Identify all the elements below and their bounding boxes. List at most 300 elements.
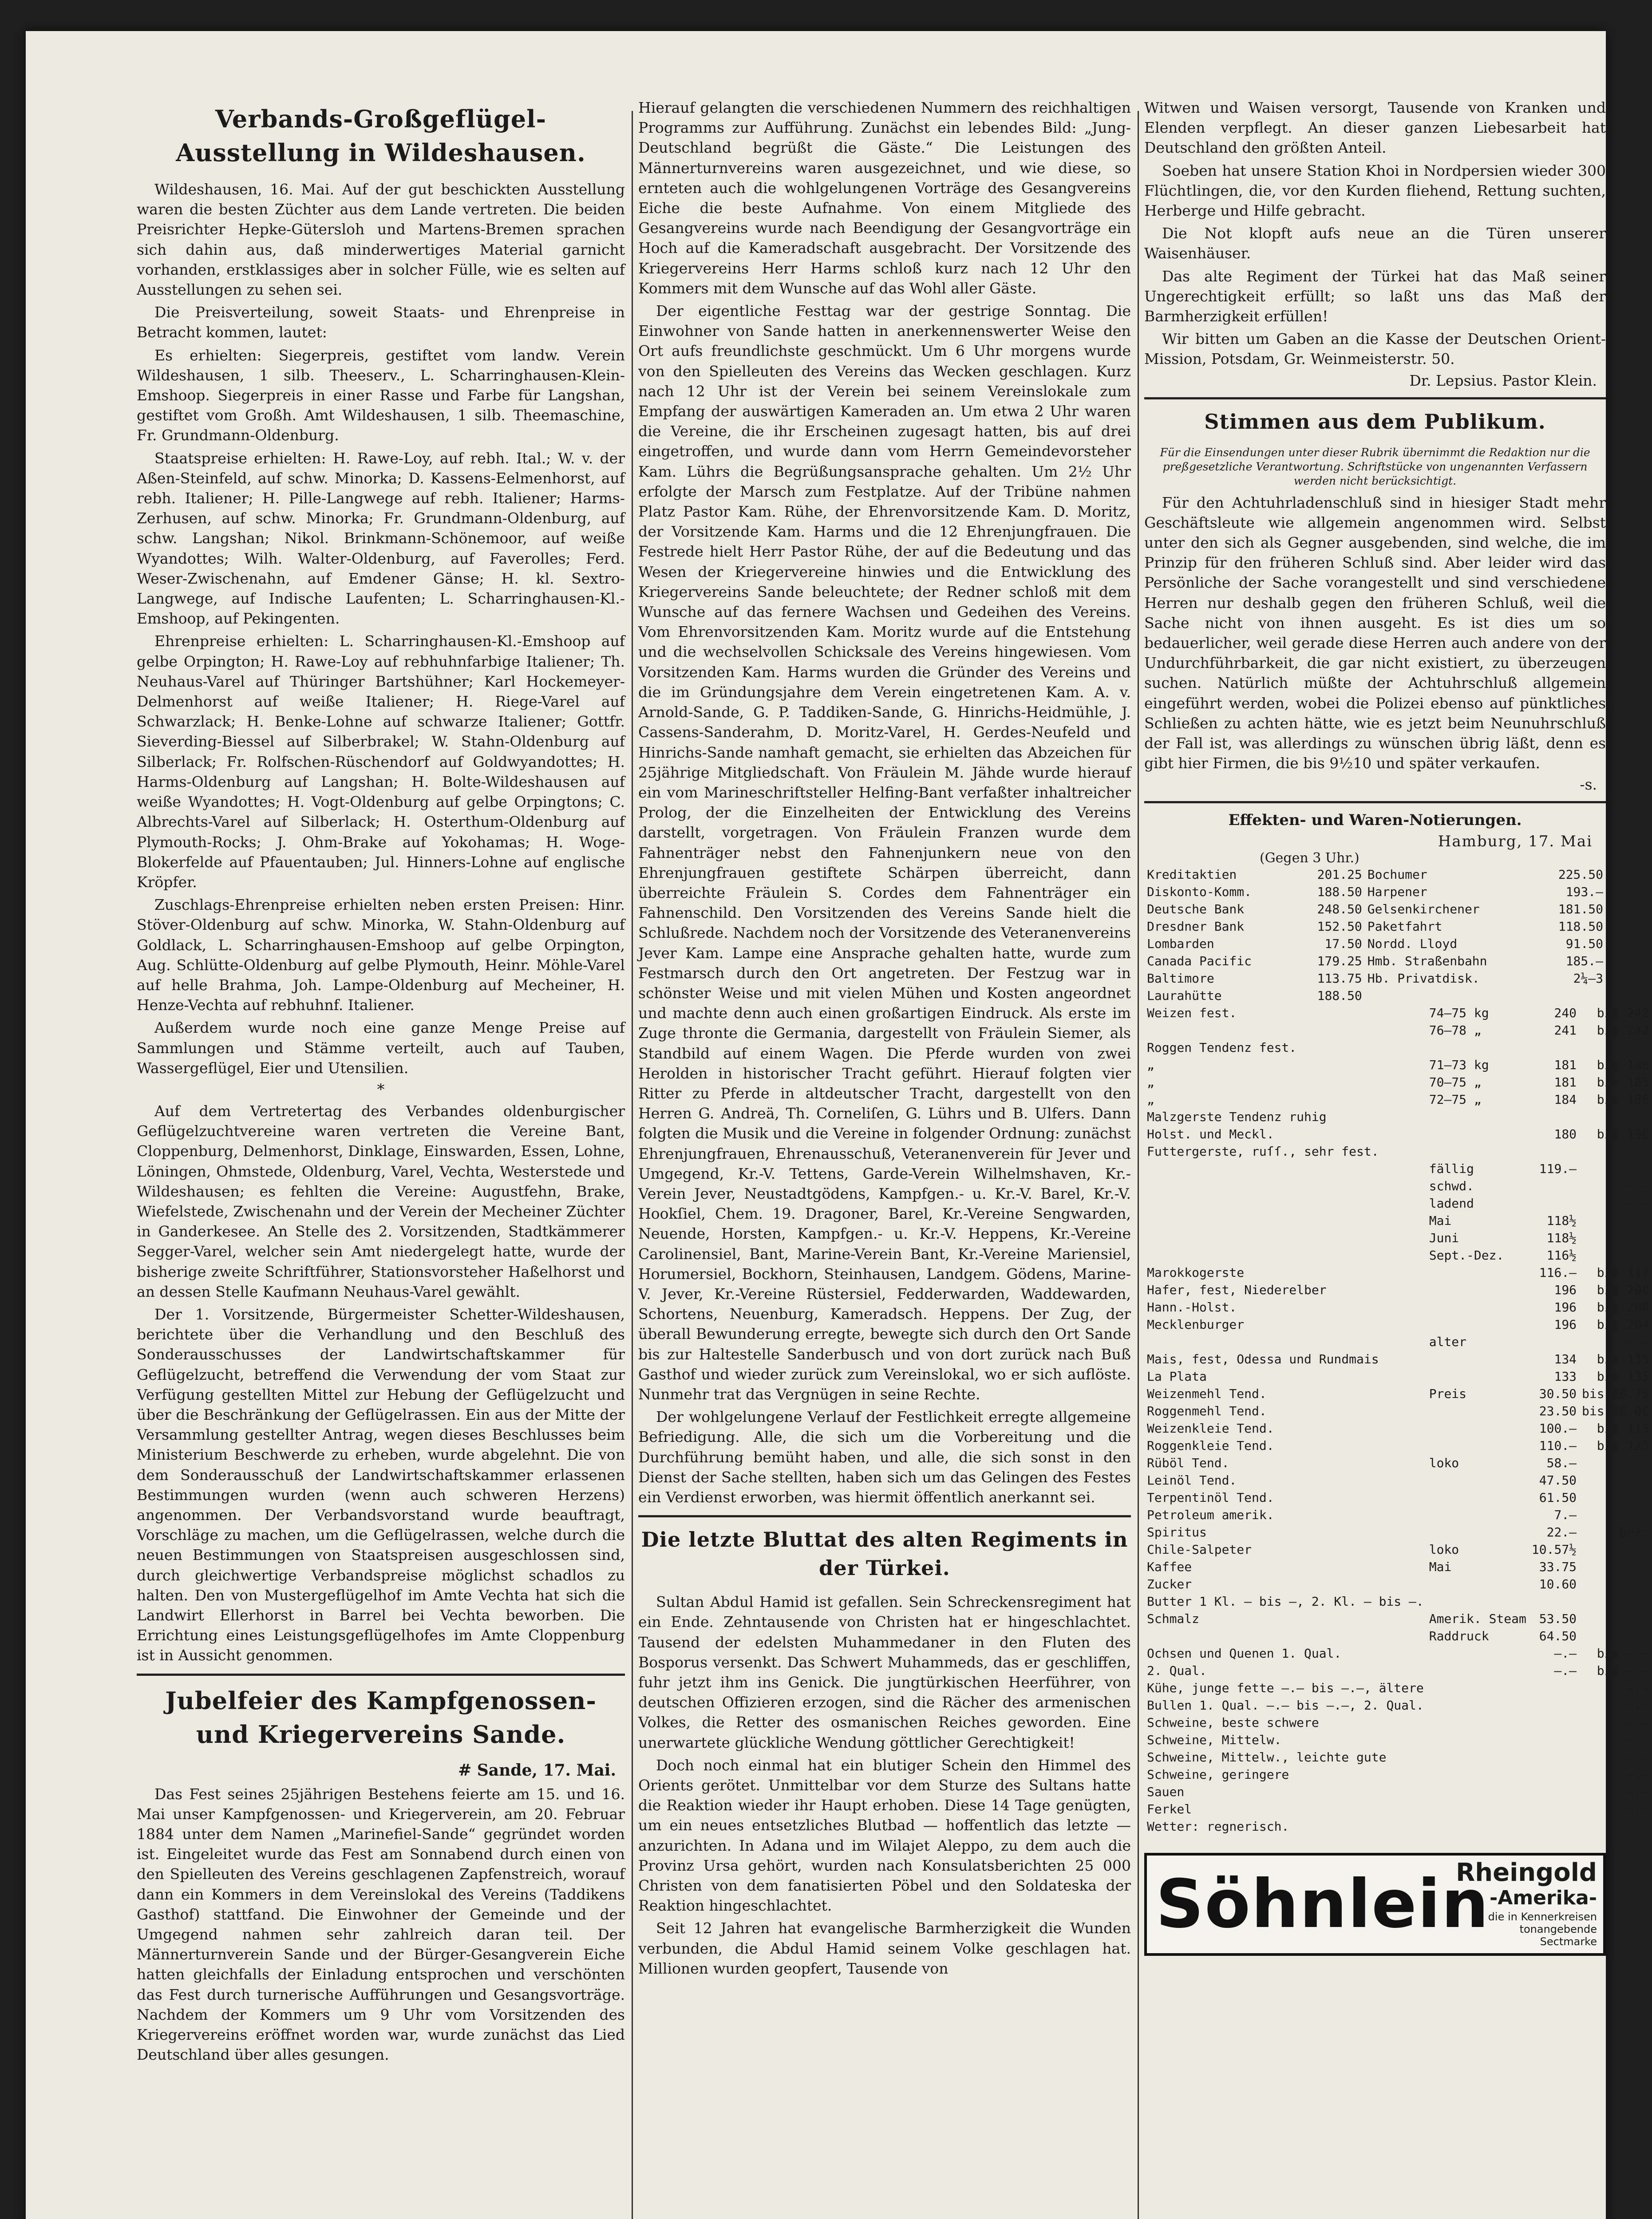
paragraph: Es erhielten: Siegerpreis, gestiftet vom landw. Verein Wildeshausen, 1 silb. Theeserv., L. Scharringhausen-Klein-Emshoop. Siegerpreis in einer Rasse und Farbe für Langshan, gestiftet vom Großh. Amt Wildeshausen, 1 silb. Theemaschine, Fr. Grundmann-Oldenburg. (137, 346, 625, 444)
paragraph: Soeben hat unsere Station Khoi in Nordpersien wieder 300 Flüchtlingen, die, vor den Kurden fliehend, Rettung suchten, Herberge und Hilfe gebracht. (1144, 162, 1606, 220)
quote-cell (1427, 1645, 1529, 1662)
quote-cell (1427, 1575, 1529, 1593)
quote-row (1144, 1749, 1652, 1766)
quote-cell: Weizenmehl Tend. (1147, 1386, 1267, 1402)
quote-cell (1427, 1800, 1529, 1818)
quote-cell: Roggenmehl Tend. (1147, 1404, 1267, 1419)
quote-cell (1579, 1593, 1652, 1610)
quote-row (1144, 1091, 1652, 1108)
article-title-poultry-exhibition: Verbands-Großgeflügel-Ausstellung in Wildeshausen. (176, 105, 586, 167)
quote-cell: Hafer, fest, Niederelber (1147, 1283, 1327, 1298)
column-2 (638, 98, 1131, 1981)
quote-cell: 133 (1554, 1369, 1577, 1384)
paragraph: Witwen und Waisen versorgt, Tausende von Kranken und Elenden verpflegt. An dieser ganzen Liebesarbeit hat Deutschland den größten Anteil. (1144, 99, 1606, 157)
quote-cell: 181.50 (1558, 902, 1603, 917)
quote-cell: 196 (1554, 1283, 1577, 1298)
quote-cell: Laurahütte (1147, 988, 1222, 1003)
quote-cell (1579, 1575, 1652, 1593)
signature: -s. (1580, 776, 1597, 794)
quotations-title: Effekten- und Waren-Notierungen. (1228, 811, 1522, 829)
paragraph: Hierauf gelangten die verschiedenen Nummern des reichhaltigen Programms zur Aufführung. Zunächst ein lebendes Bild: „Jung-Deutschland begrüßt die Gäste.“ Die Leistungen des Männerturnvereins waren ausgezeichnet, und wie diese, so ernteten auch die wohlgelungenen Vorträge des Gesangvereins Eiche die beste Aufnahme. Von einem Mitgliede des Gesangvereins wurde nach Beendigung der Gesangvorträge ein Hoch auf die Kameradschaft ausgebracht. Der Vorsitzende des Kriegervereins Herr Harms schloß kurz nach 12 Uhr den Kommers mit dem Wunsche auf das Wohl aller Gäste. (638, 99, 1131, 297)
quote-cell: Hann.-Holst. (1147, 1300, 1237, 1315)
quote-cell: Amerik. Steam (1429, 1611, 1526, 1627)
quote-cell: 201.25 (1317, 867, 1362, 882)
quote-cell: Petroleum amerik. (1147, 1508, 1274, 1523)
quote-row (1144, 1489, 1652, 1506)
quote-cell (1427, 1472, 1529, 1489)
quote-cell (1427, 1316, 1529, 1333)
paragraph: Doch noch einmal hat ein blutiger Schein den Himmel des Orients gerötet. Unmittelbar vor dem Sturze des Sultans hatte die Reaktion wieder ihr Haupt erhoben. Diese 14 Tage genügten, um ein neues entsetzliches Blutbad — hoffentlich das letzte — anzurichten. In Adana und im Wilajet Aleppo, zu dem auch die Provinz Ursa gehört, wurden nach Konsulatsberichten 25 000 Christen von dem fanatisierten Pöbel und den Soldateska der Reaktion hingeschlachtet. (638, 1756, 1131, 1915)
quote-cell: 61.50 (1539, 1490, 1577, 1505)
quote-cell: Butter 1 Kl. – bis –, 2. Kl. – bis –. (1147, 1594, 1424, 1609)
quote-cell (1579, 1039, 1652, 1056)
quote-row (1144, 1350, 1652, 1368)
quote-cell: Hmb. Straßenbahn (1367, 954, 1487, 969)
quote-cell: Kaffee (1147, 1560, 1192, 1575)
quote-cell (1427, 1818, 1529, 1835)
quote-row (1144, 1316, 1652, 1333)
quote-cell (1144, 1160, 1427, 1177)
section-separator: * (377, 1080, 385, 1098)
quote-cell: Kreditaktien (1147, 867, 1237, 882)
quote-row (1144, 1714, 1652, 1731)
quote-row (1144, 1195, 1652, 1212)
quote-row (1144, 1420, 1652, 1437)
quote-cell: Terpentinöl Tend. (1147, 1490, 1274, 1505)
paragraph: Auf dem Vertretertag des Verbandes oldenburgischer Geflügelzuchtvereine waren vertreten die Vereine Bant, Cloppenburg, Delmenhorst, Dinklage, Einswarden, Essen, Lohne, Löningen, Ohmstede, Oldenburg, Varel, Vechta, Westerstede und Wildeshausen; es fehlten die Vereine: Augustfehn, Brake, Wiefelstede, Zwischenahn und der Verein der Mecheiner Züchter in Ganderkesee. An Stelle des 2. Vorsitzenden, Stadtkämmerer Segger-Varel, welcher sein Amt niedergelegt hatte, wurde der bisherige zweite Schriftführer, Stationsvorsteher Haßelhorst und an dessen Stelle Kaufmann Neuhaus-Varel gewählt. (137, 1102, 625, 1300)
column-3 (1144, 98, 1649, 1956)
quote-cell (1529, 1143, 1579, 1160)
quote-cell: 47.50 (1539, 1473, 1577, 1488)
quote-cell: Roggen Tendenz fest. (1147, 1040, 1297, 1055)
quote-cell: bis 185 (1597, 1075, 1649, 1090)
quote-cell: Schmalz (1147, 1611, 1200, 1627)
quote-row (1144, 1177, 1652, 1195)
quote-cell (1427, 1749, 1529, 1766)
quote-row (1144, 1247, 1652, 1264)
quote-cell: 58.– (1546, 1456, 1577, 1471)
quote-cell: bis 115 (1597, 1421, 1649, 1436)
quote-row (1144, 1264, 1652, 1281)
quote-cell (1427, 1766, 1529, 1783)
quote-row (1144, 970, 1606, 987)
quote-row (1144, 1385, 1652, 1402)
quote-row (1144, 1437, 1652, 1454)
paragraph: Der eigentliche Festtag war der gestrige Sonntag. Die Einwohner von Sande hatten in anerkennenswerter Weise den Ort aufs freundlichste geschmückt. Um 6 Uhr morgens wurde von den Spielleuten des Vereins das Wecken geschlagen. Kurz nach 12 Uhr ist der Verein bei seinem Vereinslokale zum Empfang der auswärtigen Kameraden an. Um etwa 2 Uhr waren die Vereine, die ihr Erscheinen zugesagt hatten, bis auf drei eingetroffen, und wurde dann vom Herrn Gemeindevorsteher Kam. Lührs die Begrüßungsansprache gehalten. Um 2½ Uhr erfolgte der Marsch zum Festplatze. Auf der Tribüne nahmen Platz Pastor Kam. Rühe, der Ehrenvorsitzende Kam. D. Moritz, der Vorsitzende Kam. Harms und die 12 Ehrenjungfrauen. Die Festrede hielt Herr Pastor Rühe, der auf die Bedeutung und das Wesen der Kriegervereine hinwies und die Entwicklung des Kriegervereins Sande beleuchtete; der Redner schloß mit dem Wunsche auf das fernere Wachsen und Gedeihen des Vereins. Vom Ehrenvorsitzenden Kam. Moritz wurde auf die Entstehung und die wechselvollen Schicksale des Vereins hingewiesen. Vom Vorsitzenden Kam. Harms wurden die Gründer des Vereins und die im Gründungsjahre dem Verein eingetretenen Kam. A. v. Arnold-Sande, G. P. Taddiken-Sande, G. Hinrichs-Heidmühle, J. Cassens-Sanderahm, D. Moritz-Varel, H. Gerdes-Neufeld und Hinrichs-Sande namhaft gemacht, sie erhielten das Abzeichen für 25jährige Mitgliedschaft. Von Fräulein M. Jähde wurde hierauf ein vom Marineschriftsteller Helfing-Bant verfaßter inhaltreicher Prolog, der die Einzelheiten der Entwicklung des Vereins darstellt, vorgetragen. Von Fräulein Franzen wurde dem Fahnenträger nebst den Fahnenjunkern neue von den Ehrenjungfrauen gestiftete Schärpen überreicht, dann überreichte Fräulein S. Cordes dem Fahnenträger ein Fahnenschild. Den Vorsitzenden des Vereins Sande hielt die Schlußrede. Nachdem noch der Vorsitzende des Veteranenvereins Jever Kam. Lampe eine Ansprache gehalten hatte, wurde zum Festmarsch durch den Ort angetreten. Der Festzug war in schönster Weise und mit vielen Mühen und Kosten angeordnet und machte denn auch einen großartigen Eindruck. Als erste im Zuge thronte die Germania, dargestellt von Fräulein Siemer, als Standbild auf einem Wagen. Die Pferde wurden von zwei Herolden in historischer Tracht geführt. Hierauf folgten vier Ritter zu Pferde in altdeutscher Tracht, dargestellt von den Herren G. Andreä, Th. Corneliſen, G. Lührs und B. Ulfers. Dann folgten die Musik und die Vereine in folgender Ordnung: zunächst Ehrenjungfrauen, Ehrenausschuß, Veteranenverein für Jever und Umgegend, Kr.-V. Tettens, Garde-Verein Wilhelmshaven, Kr.-Verein Jever, Neustadtgödens, Kampfgen.- u. Kr.-V. Barel, Kr.-V. Hookſiel, Chem. 19. Dragoner, Barel, Kr.-Vereine Sengwarden, Neuende, Horsten, Kampfgen.- u. Kr.-V. Heppens, Kr.-Vereine Carolinensiel, Bant, Marine-Verein Bant, Kr.-Vereine Mariensiel, Horumersiel, Bockhorn, Steinhausen, Landgem. Gödens, Marine-V. Jever, Kr.-Vereine Rüstersiel, Fedderwarden, Waddewarden, Schortens, Neuenburg, Kameradsch. Heppens. Der Zug, der überall Bewunderung erregte, bewegte sich durch den Ort Sande bis zur Haltestelle Sanderbusch und von dort zurück nach Buß Gasthof und wieder zurück zum Vereinslokal, wo er sich auflöste. Nunmehr trat das Vergnügen in seine Rechte. (638, 302, 1131, 1403)
quote-row (1144, 1627, 1652, 1645)
quote-row (1144, 1541, 1652, 1558)
quote-cell: 241 (1554, 1023, 1577, 1038)
quote-row (1144, 1558, 1652, 1575)
quote-cell: Sept.-Dez. (1429, 1248, 1504, 1263)
quote-cell: 118½ (1546, 1213, 1577, 1228)
quote-cell (1427, 1143, 1529, 1160)
quote-cell: Futtergerste, ruſſ., sehr fest. (1147, 1144, 1379, 1159)
quote-cell (1529, 1714, 1579, 1731)
column-rule-left (632, 111, 633, 2219)
quote-cell: 30.50 (1539, 1386, 1577, 1402)
article-divider (1144, 801, 1606, 803)
quote-cell: Zucker (1147, 1577, 1192, 1592)
quote-cell: Wetter: regnerisch. (1147, 1819, 1289, 1834)
quote-cell (1529, 1039, 1579, 1056)
quote-row (1144, 883, 1606, 900)
quote-row (1144, 1125, 1652, 1143)
quote-cell (1529, 1195, 1579, 1212)
quote-row (1144, 1818, 1652, 1835)
quote-row (1144, 1333, 1652, 1350)
quote-cell: Marokkogerste (1147, 1265, 1245, 1280)
quote-row (1144, 987, 1606, 1004)
column-1 (137, 98, 625, 2067)
quote-cell: –.– (1627, 1767, 1649, 1782)
quote-cell: bis 135 (1597, 1352, 1649, 1367)
quote-cell: –.– (1627, 1715, 1649, 1730)
quote-cell: Preis (1429, 1386, 1467, 1402)
quote-cell (1144, 1022, 1427, 1039)
quote-cell: 22.– (1546, 1525, 1577, 1540)
quote-cell: Mais, fest, Odessa und Rundmais (1147, 1352, 1379, 1367)
quote-cell (1579, 1627, 1652, 1645)
quote-cell: 91.50 (1565, 936, 1603, 952)
quote-cell: Mai (1429, 1560, 1452, 1575)
quote-cell: 119.– (1539, 1161, 1577, 1177)
quote-cell: Nordd. Lloyd (1367, 936, 1458, 952)
quote-cell: Spiritus (1147, 1525, 1207, 1540)
quote-cell: Raddruck (1429, 1629, 1489, 1644)
quote-cell: bis 186 (1597, 1058, 1649, 1073)
quote-row (1144, 1800, 1652, 1818)
quote-cell (1144, 1195, 1427, 1212)
paragraph: Staatspreise erhielten: H. Rawe-Loy, auf rebh. Ital.; W. v. der Aßen-Steinfeld, auf schw. Minorka; D. Kassens-Eelmenhorst, auf rebh. Italiener; H. Pille-Langwege auf rebh. Italiener; Harms-Zerhusen, auf schw. Minorka; Fr. Grundmann-Oldenburg, auf schw. Langshan; Nikol. Brinkmann-Schönemoor, auf weiße Wyandottes; Wilh. Walter-Oldenburg, auf Faverolles; Ferd. Weser-Zwischenahn, auf Emdener Gänse; H. kl. Sextro-Langwege, auf Indische Laufenten; L. Scharringhausen-Kl.-Emshoop, auf Pekingenten. (137, 449, 625, 628)
quote-row (1144, 1766, 1652, 1783)
quote-row (1144, 1056, 1652, 1074)
quote-row (1144, 1783, 1652, 1800)
quote-cell: 118.50 (1558, 919, 1603, 934)
quote-cell: Baltimore (1147, 971, 1214, 986)
quote-row (1144, 1454, 1652, 1472)
quote-cell: Dresdner Bank (1147, 919, 1245, 934)
quote-row (1144, 1645, 1652, 1662)
quote-cell: Bochumer (1367, 867, 1427, 882)
quote-cell (1579, 1160, 1652, 1177)
ad-tag-2: tonangebende (1519, 1923, 1597, 1936)
quote-row (1144, 1281, 1652, 1299)
quote-cell (1579, 1454, 1652, 1472)
signature: Dr. Lepsius. Pastor Klein. (1409, 371, 1597, 389)
paragraph: Wildeshausen, 16. Mai. Auf der gut beschickten Ausstellung waren die besten Züchter aus dem Lande vertreten. Die beiden Preisrichter Hepke-Gütersloh und Martens-Bremen sprachen sich dahin aus, daß minderwertiges Material garnicht vorhanden, erstklassiges aber in solcher Fülle, wie es selten auf Ausstellungen zu sehen sei. (137, 181, 625, 299)
quote-cell (1427, 1593, 1529, 1610)
quote-cell: –.– (1627, 1179, 1649, 1194)
quote-cell: Weizen fest. (1147, 1006, 1237, 1021)
quote-cell (1427, 1489, 1529, 1506)
quote-cell (1529, 1749, 1579, 1766)
quote-cell (1579, 1247, 1652, 1264)
quote-cell: bis 125 (1597, 1438, 1649, 1453)
quote-cell (1427, 1125, 1529, 1143)
quote-cell: bis 204 (1597, 1317, 1649, 1332)
quote-cell (1427, 1679, 1529, 1697)
paragraph: Zuschlags-Ehrenpreise erhielten neben ersten Preisen: Hinr. Stöver-Oldenburg auf schw. Minorka, W. Stahn-Oldenburg auf Goldlack, L. Scharringhausen-Emshoop auf gelbe Orpington, Aug. Schlütte-Oldenburg auf gelbe Plymouth, Heinr. Möhle-Varel auf helle Brahma, Joh. Lampe-Oldenburg auf Mecheiner, H. Henze-Vechta auf rebhuhnf. Italiener. (137, 896, 625, 1014)
quote-cell (1144, 1627, 1427, 1645)
quote-cell: 74–75 kg (1429, 1006, 1489, 1021)
quote-cell (1529, 1333, 1579, 1350)
quote-cell (1579, 1229, 1652, 1247)
quote-cell: 193.– (1565, 884, 1603, 900)
quote-cell: „ (1147, 1058, 1154, 1073)
quote-cell: bis 117 (1597, 1265, 1649, 1280)
quote-cell: 118½ (1546, 1231, 1577, 1246)
quote-cell: 196 (1554, 1317, 1577, 1332)
quote-cell: 76–78 „ (1429, 1023, 1482, 1038)
ad-line1: Rheingold (1456, 1858, 1597, 1887)
paragraph: Die Preisverteilung, soweit Staats- und Ehrenpreise in Betracht kommen, lautet: (137, 304, 625, 341)
quote-cell: 179.25 (1317, 954, 1362, 969)
quote-cell: bis 200 (1597, 1283, 1649, 1298)
ad-brand: Söhnlein (1156, 1866, 1490, 1943)
paragraph: Das Fest seines 25jährigen Bestehens feierte am 15. und 16. Mai unser Kampfgenossen- und Kriegerverein, am 20. Februar 1884 unter dem Namen „Marinefiel-Sande“ gegründet worden ist. Eingeleitet wurde das Fest am Sonnabend durch einen von den Spielleuten des Vereins geschlagenen Zapfenstreich, worauf dann ein Kommers in dem Vereinslokal des Vereins (Taddikens Gasthof) stattfand. Die Einwohner der Gemeinde und der Umgegend nahmen sehr zahlreich daran teil. Der Männerturnverein Sande und der Bürger-Gesangverein Eiche hatten gleichfalls der Einladung entsprochen und verschönten das Fest durch turnerische Aufführungen und Gesangsvorträge. Nachdem der Kommers um 9 Uhr vom Vorsitzenden des Kriegervereins eröffnet worden war, wurde zunächst das Lied Deutschland über alles gesungen. (137, 1785, 625, 2064)
quote-cell: bis –.– (1597, 1646, 1649, 1661)
quote-cell (1427, 1697, 1529, 1714)
quote-cell (1529, 1783, 1579, 1800)
quote-cell (1427, 1368, 1529, 1385)
quote-cell: 100.– (1539, 1421, 1577, 1436)
quote-cell: Leinöl Tend. (1147, 1473, 1237, 1488)
quote-cell: –.– (1627, 1750, 1649, 1765)
quote-cell (1427, 1039, 1529, 1056)
quote-cell: schwd. (1429, 1179, 1474, 1194)
quote-cell: 70–75 „ (1429, 1075, 1482, 1090)
quote-row (1144, 1229, 1652, 1247)
quote-cell (1529, 1177, 1579, 1195)
quote-cell: Paketfahrt (1367, 919, 1443, 934)
editorial-note: Für die Einsendungen unter dieser Rubrik übernimmt die Redaktion nur die preßgesetzliche Verantwortung. Schriftstücke von ungenannten Verfassern werden nicht berücksichtigt. (1160, 446, 1590, 487)
quote-cell (1537, 987, 1606, 1004)
quote-cell: „ (1147, 1075, 1154, 1090)
quote-cell (1529, 1108, 1579, 1125)
quote-cell: –.– (1554, 1646, 1577, 1661)
quote-cell (1579, 1143, 1652, 1160)
quote-cell: bis 36.75 (1582, 1386, 1649, 1402)
quote-cell: Sauen (1147, 1785, 1185, 1800)
quote-cell (1144, 1247, 1427, 1264)
quote-cell (1427, 1524, 1529, 1541)
quote-row (1144, 1402, 1652, 1420)
quote-row (1144, 1472, 1652, 1489)
quote-cell: 116.– (1539, 1265, 1577, 1280)
quote-cell (1427, 1731, 1529, 1749)
quote-row (1144, 1662, 1652, 1679)
quote-cell: Hb. Privatdisk. (1367, 971, 1480, 986)
quotations-time: (Gegen 3 Uhr.) (1260, 850, 1360, 866)
quote-cell: loko (1429, 1456, 1459, 1471)
quote-cell: –.– (1627, 1785, 1649, 1800)
newspaper-page (26, 31, 1649, 2219)
quote-row (1144, 1299, 1652, 1316)
quote-cell: Schweine, geringere (1147, 1767, 1289, 1782)
article-title-turkey: Die letzte Bluttat des alten Regiments in der Türkei. (641, 1528, 1128, 1580)
ad-tagline (1488, 1911, 1597, 1948)
quote-cell: –.– (1627, 1802, 1649, 1817)
quote-cell: Schweine, beste schwere (1147, 1715, 1319, 1730)
quote-cell (1579, 1610, 1652, 1627)
quote-cell: 17.50 (1324, 936, 1362, 952)
quote-row (1144, 1593, 1652, 1610)
quote-cell: Juni (1429, 1231, 1459, 1246)
quote-cell: Mai (1429, 1213, 1452, 1228)
quote-cell (1579, 1818, 1652, 1835)
quote-cell: 33.75 (1539, 1560, 1577, 1575)
column-rule-right (1138, 111, 1139, 2219)
quote-row (1144, 900, 1606, 918)
quote-row (1144, 952, 1606, 970)
quote-cell (1144, 1177, 1427, 1195)
quote-row (1144, 866, 1606, 883)
quote-cell (1529, 1593, 1579, 1610)
quote-cell: bis 26.00 (1582, 1404, 1649, 1419)
quote-cell: bis 135 (1597, 1369, 1649, 1384)
quote-row (1144, 1524, 1652, 1541)
quote-cell (1427, 1506, 1529, 1524)
quote-cell (1427, 1281, 1529, 1299)
commodities-table (1144, 1004, 1652, 1835)
quote-cell: Ochsen und Quenen 1. Qual. (1147, 1646, 1342, 1661)
quote-row (1144, 935, 1606, 952)
paragraph: Der 1. Vorsitzende, Bürgermeister Schetter-Wildeshausen, berichtete über die Verhandlung und den Beschluß des Sonderausschusses der Landwirtschaftskammer für Geflügelzucht, betreffend die Verwendung der vom Staat zur Verfügung gestellten Mittel zur Hebung der Geflügelzucht und über die Beschränkung der Geflügelrassen. Ein aus der Mitte der Versammlung gestellter Antrag, wegen dieses Beschlusses beim Ministerium Beschwerde zu erheben, wurde abgelehnt. Die von dem Sonderausschuß der Landwirtschaftskammer erlassenen Bestimmungen wurden (wenn auch schweren Herzens) angenommen. Der Verbandsvorstand wurde beauftragt, Vorschläge zu machen, um die Geflügelrassen, welche durch die neuen Bestimmungen von Staatspreisen ausgeschlossen sind, durch gleichwertige Verbandspreise möglichst schadlos zu halten. Den von Mustergeflügelhof im Amte Vechta hat sich die Landwirt Ellerhorst in Barrel bei Vechta beworben. Die Errichtung eines Leistungsgeflügelhofes im Amte Cloppenburg ist in Aussicht genommen. (137, 1305, 625, 1664)
quote-cell: loko (1429, 1542, 1459, 1557)
quote-cell (1579, 1558, 1652, 1575)
quote-cell: Canada Pacific (1147, 954, 1252, 969)
quote-cell: 116½ (1546, 1248, 1577, 1263)
quote-cell: Kühe, junge fette –.– bis –.–, ältere (1147, 1681, 1424, 1696)
article-title-sande-jubilee: Jubelfeier des Kampfgenossen- und Kriegervereins Sande. (165, 1686, 597, 1749)
quote-cell: Harpener (1367, 884, 1427, 900)
quote-cell: Lombarden (1147, 936, 1214, 952)
quote-cell: bis 242 (1597, 1023, 1649, 1038)
paragraph: Das alte Regiment der Türkei hat das Maß seiner Ungerechtigkeit erfüllt; so laßt uns das Maß der Barmherzigkeit erfüllen! (1144, 267, 1606, 325)
quote-cell: 110.– (1539, 1438, 1577, 1453)
ad-tag-3: Sectmarke (1540, 1935, 1597, 1948)
quote-cell: 248.50 (1317, 902, 1362, 917)
quote-row (1144, 1143, 1652, 1160)
quote-cell: bez. (1619, 1525, 1649, 1540)
quote-cell: Mecklenburger (1147, 1317, 1245, 1332)
quote-cell: 10.57½ (1531, 1542, 1577, 1557)
quote-cell (1529, 1679, 1579, 1697)
quote-cell: Schweine, Mittelw. (1147, 1733, 1282, 1748)
paragraph: Wir bitten um Gaben an die Kasse der Deutschen Orient-Mission, Potsdam, Gr. Weinmeisterstr. 50. (1144, 330, 1606, 368)
quote-cell (1529, 1818, 1579, 1835)
quote-cell: 23.50 (1539, 1404, 1577, 1419)
quote-cell (1427, 1299, 1529, 1316)
quote-cell: 188.50 (1317, 884, 1362, 900)
quote-cell (1579, 1212, 1652, 1229)
quote-cell (1144, 1333, 1427, 1350)
quote-row (1144, 918, 1606, 935)
quote-cell: alter (1429, 1335, 1467, 1350)
quote-row (1144, 1368, 1652, 1385)
quote-cell (1427, 1350, 1529, 1368)
quote-cell: –.– (1627, 1733, 1649, 1748)
quote-cell (1427, 1714, 1529, 1731)
quote-cell: 2¼–3 (1573, 971, 1603, 986)
quote-cell: 53.50 (1539, 1611, 1577, 1627)
paragraph: Die Not klopft aufs neue an die Türen unserer Waisenhäuser. (1144, 225, 1606, 262)
quote-cell (1579, 1541, 1652, 1558)
paragraph: Sultan Abdul Hamid ist gefallen. Sein Schreckensregiment hat ein Ende. Zehntausende von Christen hat er hingeschlachtet. Tausend der edelsten Muhammedaner in den Fluten des Bosporus versenkt. Das Schwert Muhammeds, das er geschliffen, fuhr jetzt ihm ins Genick. Die jungtürkischen Heerführer, von deutschen Offizieren erzogen, sind die Rächer des armenischen Volkes, die Retter des osmanischen Reiches geworden. Eine unerwartete glückliche Wendung göttlicher Gerechtigkeit! (638, 1593, 1131, 1751)
quote-row (1144, 1731, 1652, 1749)
quote-cell: –.– (1627, 1196, 1649, 1211)
quote-row (1144, 1108, 1652, 1125)
quote-cell (1427, 1402, 1529, 1420)
quote-row (1144, 1039, 1652, 1056)
quote-cell: Schweine, Mittelw., leichte gute (1147, 1750, 1387, 1765)
article-divider (638, 1515, 1131, 1517)
quote-cell: 64.50 (1539, 1629, 1577, 1644)
quote-cell: Gelsenkirchener (1367, 902, 1480, 917)
quote-cell (1427, 1662, 1529, 1679)
paragraph: Für den Achtuhrladenschluß sind in hiesiger Stadt mehr Geschäftsleute wie allgemein angenommen wird. Selbst unter den sich als Gegner ausgebenden, sind welche, die im Prinzip für den früheren Schluß sind. Aber leider wird das Persönliche der Sache vorangestellt und sind verschiedene Herren nur deshalb gegen den früheren Schluß, weil die Sache nicht von ihnen ausgeht. Es ist dies um so bedauerlicher, weil gerade diese Herren auch andere von der Undurchführbarkeit, die gar nicht existiert, zu überzeugen suchen. Natürlich müßte der Achtuhrschluß allgemein eingeführt werden, wobei die Polizei ebenso auf pünktliches Schließen zu achten hätte, wie es jetzt beim Neunuhrschluß der Fall ist, was allerdings zu wünschen übrig läßt, denn es gibt hier Firmen, die bis 9½10 und später verkaufen. (1144, 494, 1606, 772)
quote-cell: 184 (1554, 1092, 1577, 1107)
paragraph: Seit 12 Jahren hat evangelische Barmherzigkeit die Wunden verbunden, die Abdul Hamid seinem Volke geschlagen hat. Millionen wurden geopfert, Tausende von (638, 1919, 1131, 1977)
quote-cell: Bullen 1. Qual. –.– bis –.–, 2. Qual. (1147, 1698, 1424, 1713)
quote-row (1144, 1575, 1652, 1593)
quote-cell (1365, 987, 1537, 1004)
quote-cell: 188.50 (1317, 988, 1362, 1003)
quote-row (1144, 1697, 1652, 1714)
quote-cell: –.– (1627, 1335, 1649, 1350)
quote-cell (1144, 1212, 1427, 1229)
quote-cell: 10.60 (1539, 1577, 1577, 1592)
quote-cell: –.– (1627, 1681, 1649, 1696)
quote-cell: Rüböl Tend. (1147, 1456, 1229, 1471)
quote-cell (1427, 1264, 1529, 1281)
quote-cell: –.– (1627, 1698, 1649, 1713)
quote-cell: 185.– (1565, 954, 1603, 969)
article-divider (137, 1674, 625, 1676)
quote-cell: 225.50 (1558, 867, 1603, 882)
quote-cell: 240 (1554, 1006, 1577, 1021)
quote-cell: 196 (1554, 1300, 1577, 1315)
quote-cell: „ (1147, 1092, 1154, 1107)
ad-line2: -Amerika- (1490, 1887, 1597, 1910)
quote-cell: Malzgerste Tendenz ruhig (1147, 1110, 1327, 1125)
quote-cell (1579, 1506, 1652, 1524)
paragraph: Außerdem wurde noch eine ganze Menge Preise auf Sammlungen und Stämme verteilt, auch auf Tauben, Wassergeflügel, Eier und Utensilien. (137, 1019, 625, 1077)
securities-table (1144, 866, 1606, 1004)
quote-cell: Holst. und Meckl. (1147, 1127, 1274, 1142)
article-title-publikum: Stimmen aus dem Publikum. (1204, 409, 1546, 434)
quote-cell: Roggenkleie Tend. (1147, 1438, 1274, 1453)
quote-cell: Deutsche Bank (1147, 902, 1245, 917)
quote-row (1144, 1022, 1652, 1039)
quote-cell (1427, 1783, 1529, 1800)
quote-cell: 152.50 (1317, 919, 1362, 934)
quote-cell: 181 (1554, 1058, 1577, 1073)
quote-cell: bis 242 (1597, 1006, 1649, 1021)
quote-cell: 181 (1554, 1075, 1577, 1090)
quote-cell (1427, 1108, 1529, 1125)
quote-cell: bis –.– (1597, 1663, 1649, 1678)
quote-cell (1579, 1472, 1652, 1489)
quote-cell (1579, 1489, 1652, 1506)
quotations-dateline: Hamburg, 17. Mai (1438, 833, 1593, 851)
quote-cell: –.– (1554, 1663, 1577, 1678)
quote-cell: Chile-Salpeter (1147, 1542, 1252, 1557)
quote-cell: fällig (1429, 1161, 1474, 1177)
paragraph: Der wohlgelungene Verlauf der Festlichkeit erregte allgemeine Befriedigung. Alle, die sich um die Vorbereitung und die Durchführung bemüht haben, und alle, die sich sonst in den Dienst der Sache stellten, haben sich um das Gelingen des Festes ein Verdienst erworben, was hiermit öffentlich anerkannt sei. (638, 1408, 1131, 1506)
quote-cell: 180 (1554, 1127, 1577, 1142)
